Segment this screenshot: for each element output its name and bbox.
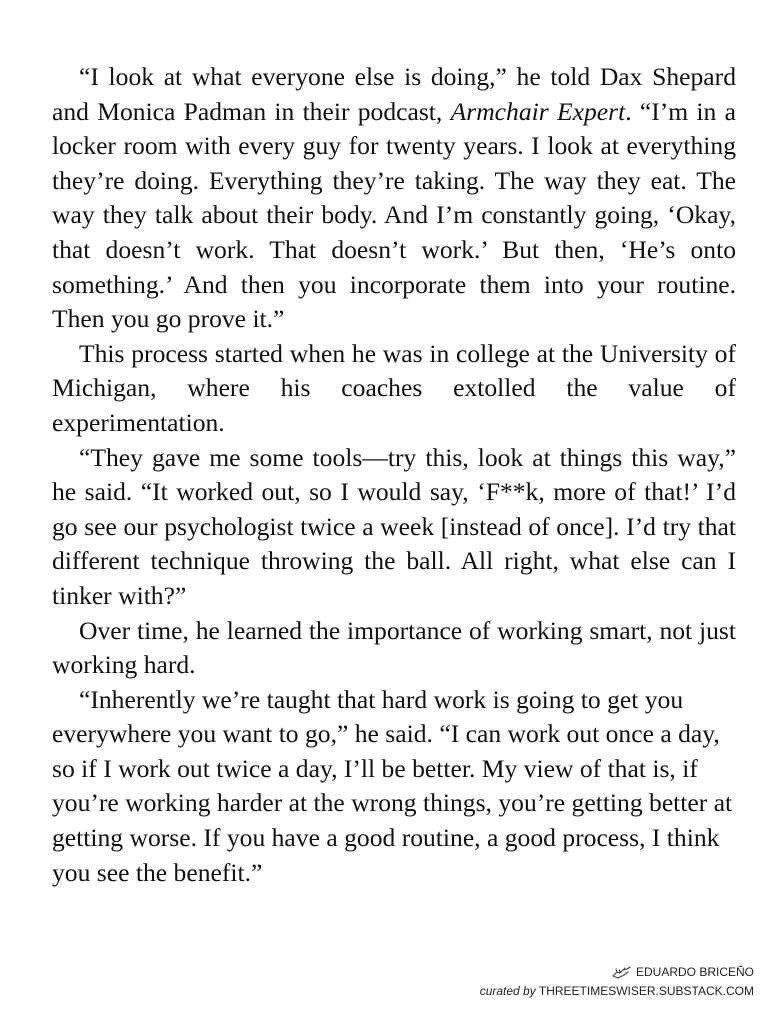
paragraph — [52, 60, 736, 337]
podcast-title: Armchair Expert — [450, 96, 626, 126]
paragraph-text: Over time, he learned the importance of working smart, not just working hard. — [52, 615, 736, 680]
attribution-footer — [480, 963, 754, 1001]
paragraph — [52, 337, 736, 441]
author-line — [480, 963, 754, 982]
author-name: EDUARDO BRICEÑO — [635, 965, 754, 979]
paragraph — [52, 441, 736, 614]
quote-text-continued: . “I’m in a locker room with every guy for twenty years. I look at everything they’re doing. Everything they’re taking. The way they eat. The way they talk about their body. And I’m constantly going, ‘Okay, that doesn’t work. That doesn’t work.’ But then, ‘He’s onto something.’ And then you incorporate them into your routine. Then you go prove it.” — [52, 96, 736, 334]
article-body — [52, 60, 736, 890]
paragraph-text: “Inherently we’re taught that hard work is going to get you everywhere you want to go,” he said. “I can work out once a day, so if I work out twice a day, I’ll be better. My view of that is, if you’re working harder at the wrong things, you’re getting better at getting worse. If you have a good routine, a good process, I think you see the benefit.” — [52, 684, 733, 887]
curated-source: THREETIMESWISER.SUBSTACK.COM — [538, 984, 754, 998]
paragraph-text: “They gave me some tools—try this, look at things this way,” he said. “It worked out, so I would say, ‘F**k, more of that!’ I’d go see our psychologist twice a week [instead of once]. I’d try that different technique throwing the ball. All right, what else can I tinker with?” — [52, 442, 736, 610]
paragraph-text: This process started when he was in college at the University of Michigan, where his coaches extolled the value of experimentation. — [52, 338, 736, 437]
curated-line — [480, 982, 754, 1001]
quote-text-opening: “I look at what everyone else is doing,” he told Dax Shepard and Monica Padman in their podcast, — [52, 62, 736, 126]
writing-hand-icon — [611, 966, 631, 980]
curated-prefix: curated by — [479, 984, 536, 998]
paragraph — [52, 614, 736, 683]
paragraph — [52, 683, 736, 891]
